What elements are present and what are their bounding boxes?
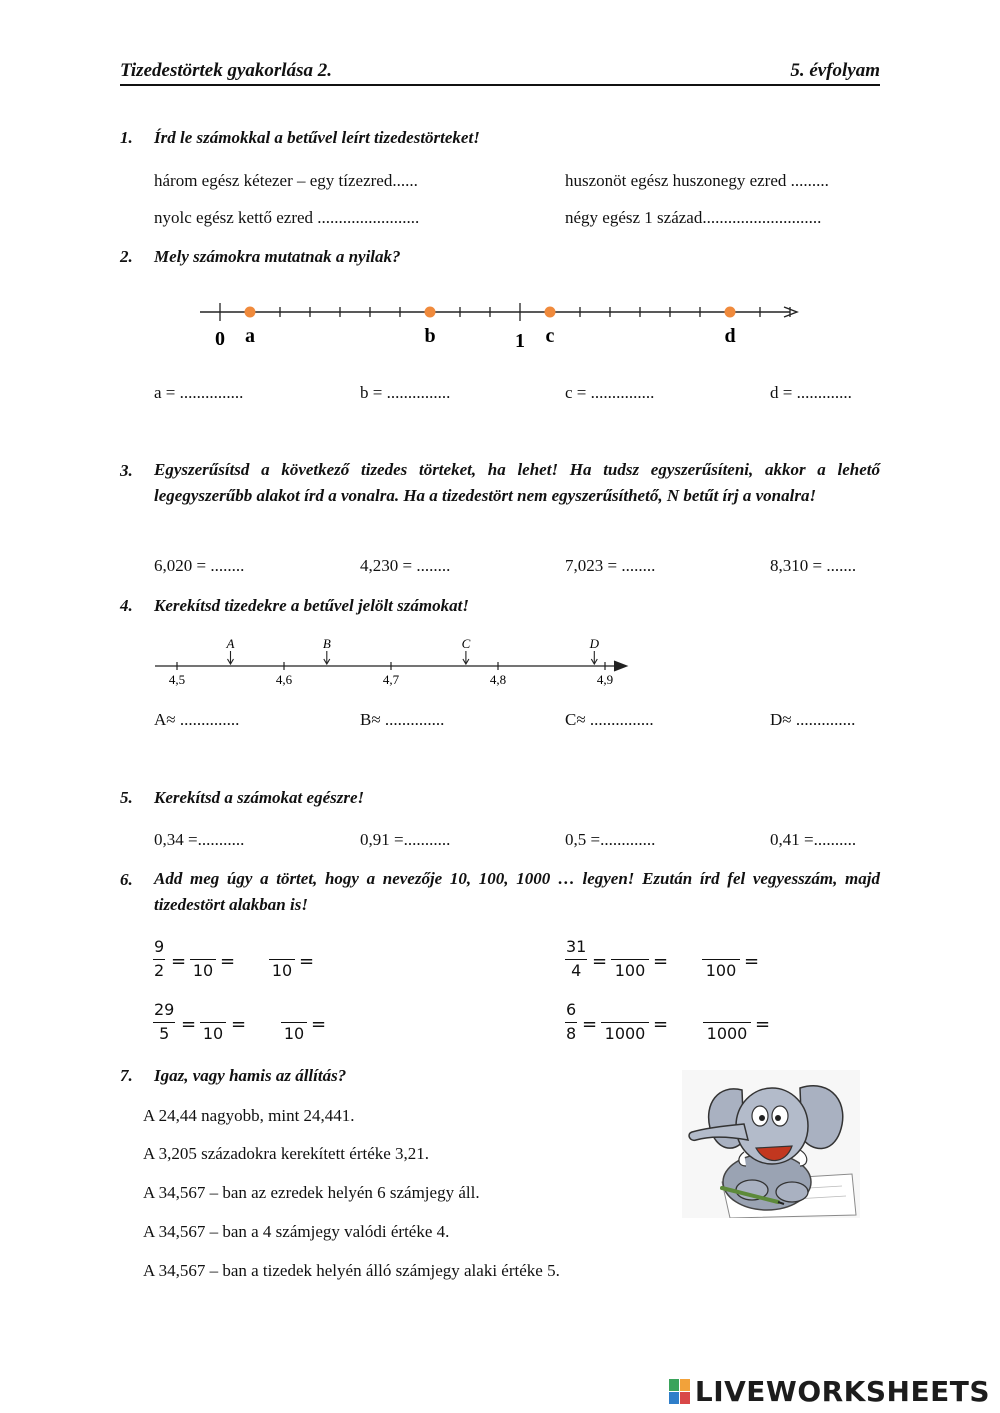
task-number: 1.: [120, 128, 133, 147]
tick-label: 4,8: [489, 672, 507, 687]
axis-label-one: 1: [515, 330, 525, 352]
task1-item[interactable]: három egész kétezer – egy tízezred......: [154, 171, 418, 190]
statement[interactable]: A 34,567 – ban a tizedek helyén álló számjegy alaki értéke 5.: [143, 1261, 560, 1280]
answer-blank[interactable]: 0,5 =.............: [565, 830, 656, 849]
number-line-diagram: [0, 290, 1000, 355]
task-number: 5.: [120, 788, 133, 807]
arrow-label-C: C: [461, 636, 471, 651]
blank-fraction[interactable]: 10: [281, 1000, 307, 1044]
equals-sign: =: [653, 1014, 669, 1035]
equals-sign: =: [220, 951, 236, 972]
task1-item[interactable]: huszonöt egész huszonegy ezred .........: [565, 171, 829, 190]
task-number: 3.: [120, 461, 133, 480]
equals-sign: =: [171, 951, 187, 972]
arrow-label-A: A: [226, 636, 235, 651]
answer-blank[interactable]: B≈ ..............: [360, 710, 445, 729]
tick-label: 4,6: [275, 672, 293, 687]
point-label-d: d: [724, 325, 736, 347]
liveworksheets-logo: [669, 1375, 990, 1408]
blank-fraction[interactable]: 10: [190, 937, 216, 981]
logo-text: LIVEWORKSHEETS: [694, 1375, 990, 1408]
answer-blank[interactable]: 8,310 = .......: [770, 556, 857, 575]
point-label-a: a: [245, 325, 255, 347]
statement[interactable]: A 24,44 nagyobb, mint 24,441.: [143, 1106, 355, 1125]
answer-blank[interactable]: 0,34 =...........: [154, 830, 245, 849]
marked-point-b: [425, 307, 436, 318]
task-number: 7.: [120, 1066, 133, 1085]
given-fraction: 9 2: [154, 937, 165, 980]
equals-sign: =: [592, 951, 608, 972]
task-question: Mely számokra mutatnak a nyilak?: [154, 247, 401, 266]
tick-label: 4,9: [596, 672, 614, 687]
task-question: Add meg úgy a törtet, hogy a nevezője 10, 100, 1000 … legyen! Ezután írd fel vegyesszám, majd tizedestört alakban is!: [154, 869, 880, 914]
task1-item[interactable]: négy egész 1 század............................: [565, 208, 822, 227]
task-number: 2.: [120, 247, 133, 266]
statement[interactable]: A 3,205 századokra kerekített értéke 3,21.: [143, 1144, 430, 1163]
number-line-arrowhead: [614, 661, 627, 671]
task-question: Egyszerűsítsd a következő tizedes törteket, ha lehet! Ha tudsz egyszerűsíteni, akkor a lehető legegyszerűbb alakot írd a vonalra. Ha a tizedestört nem egyszerűsíthető, N betűt írj a vonalra!: [154, 460, 880, 505]
given-fraction: 6 8: [566, 1000, 577, 1043]
marked-point-c: [545, 307, 556, 318]
task-question: Igaz, vagy hamis az állítás?: [154, 1066, 347, 1085]
task-number: 4.: [120, 596, 133, 615]
given-fraction: 31 4: [566, 937, 587, 980]
blank-fraction[interactable]: 10: [200, 1000, 226, 1044]
tick-label: 4,7: [382, 672, 400, 687]
grade-label: 5. évfolyam: [790, 60, 880, 81]
equals-sign: =: [744, 951, 760, 972]
answer-blank[interactable]: 7,023 = ........: [565, 556, 656, 575]
answer-blank[interactable]: c = ...............: [565, 383, 655, 402]
task-question: Kerekítsd tizedekre a betűvel jelölt számokat!: [154, 596, 469, 615]
equals-sign: =: [755, 1014, 771, 1035]
blank-fraction[interactable]: 100: [611, 937, 649, 981]
answer-blank[interactable]: 0,41 =..........: [770, 830, 857, 849]
equals-sign: =: [231, 1014, 247, 1035]
answer-blank[interactable]: A≈ ..............: [154, 710, 240, 729]
answer-blank[interactable]: b = ...............: [360, 383, 451, 402]
rounding-number-line: [0, 630, 1000, 692]
point-label-b: b: [424, 325, 436, 347]
point-label-c: c: [545, 325, 555, 347]
task-number: 6.: [120, 870, 133, 889]
tick-label: 4,5: [168, 672, 186, 687]
elephant-illustration: [682, 1070, 860, 1218]
header-divider: [120, 84, 880, 86]
marked-point-d: [725, 307, 736, 318]
blank-fraction[interactable]: 1000: [601, 1000, 649, 1044]
answer-blank[interactable]: d = .............: [770, 383, 852, 402]
arrow-label-D: D: [589, 636, 599, 651]
logo-icon: [669, 1379, 691, 1405]
equals-sign: =: [181, 1014, 197, 1035]
statement[interactable]: A 34,567 – ban a 4 számjegy valódi értéke 4.: [143, 1222, 450, 1241]
answer-blank[interactable]: 6,020 = ........: [154, 556, 245, 575]
answer-blank[interactable]: a = ...............: [154, 383, 244, 402]
equals-sign: =: [311, 1014, 327, 1035]
marked-point-a: [245, 307, 256, 318]
answer-blank[interactable]: 0,91 =...........: [360, 830, 451, 849]
blank-fraction[interactable]: 10: [269, 937, 295, 981]
equals-sign: =: [653, 951, 669, 972]
answer-blank[interactable]: 4,230 = ........: [360, 556, 451, 575]
task-question: Írd le számokkal a betűvel leírt tizedestörteket!: [154, 128, 480, 147]
answer-blank[interactable]: D≈ ..............: [770, 710, 856, 729]
statement[interactable]: A 34,567 – ban az ezredek helyén 6 számjegy áll.: [143, 1183, 480, 1202]
arrow-label-B: B: [322, 636, 331, 651]
equals-sign: =: [299, 951, 315, 972]
axis-label-zero: 0: [215, 328, 225, 350]
blank-fraction[interactable]: 1000: [703, 1000, 751, 1044]
equals-sign: =: [582, 1014, 598, 1035]
task-question: Kerekítsd a számokat egészre!: [154, 788, 365, 807]
blank-fraction[interactable]: 100: [702, 937, 740, 981]
given-fraction: 29 5: [154, 1000, 175, 1043]
worksheet-title: Tizedestörtek gyakorlása 2.: [120, 60, 332, 81]
task1-item[interactable]: nyolc egész kettő ezred ........................: [154, 208, 420, 227]
answer-blank[interactable]: C≈ ...............: [565, 710, 654, 729]
